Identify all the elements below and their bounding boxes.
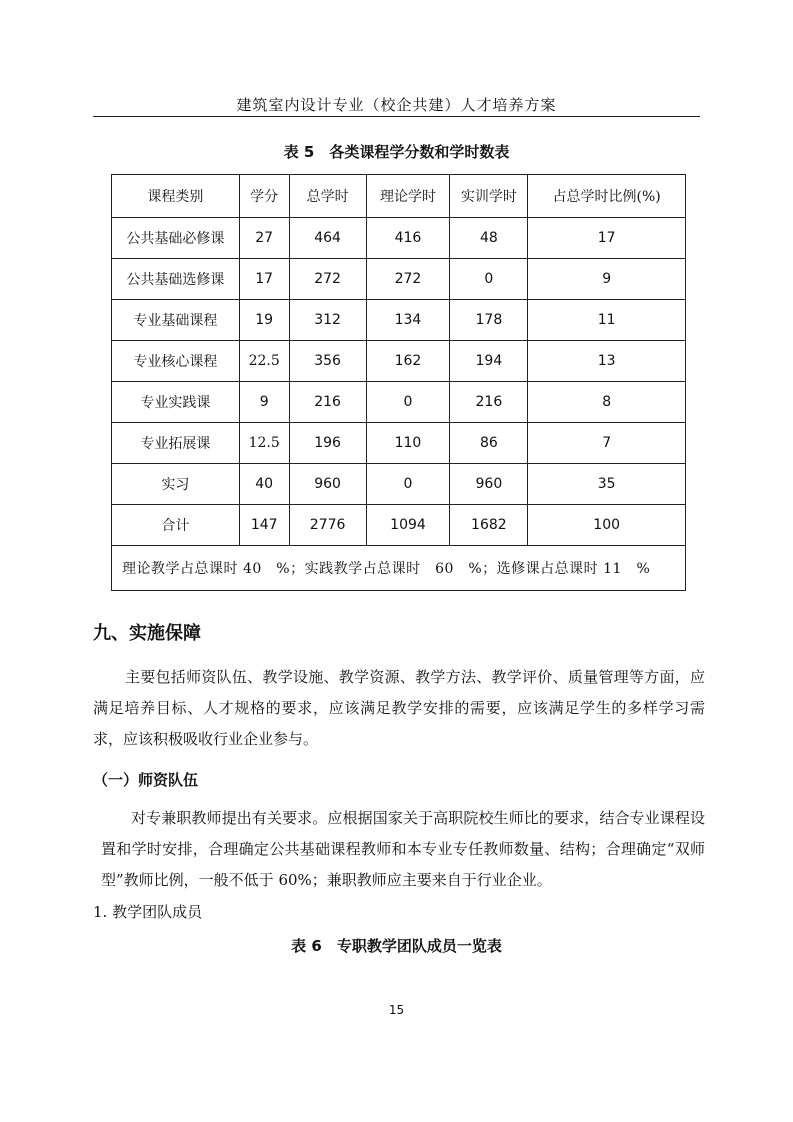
page-number: 15 (388, 1003, 405, 1017)
table6-title: 表 6 专职教学团队成员一览表 (291, 937, 502, 955)
table-row (112, 464, 686, 505)
percentage-cell: 17 (528, 218, 686, 259)
category-cell: 公共基础必修课 (112, 218, 240, 259)
practice-hours-cell: 1682 (450, 505, 528, 546)
theory-hours-cell: 0 (366, 464, 450, 505)
subsection-paragraph: 对专兼职教师提出有关要求。应根据国家关于高职院校生师比的要求，结合专业课程设置和学时安排，合理确定公共基础课程教师和本专业专任教师数量、结构；合理确定“双师型”教师比例，一般不低于 60%；兼职教师应主要来自于行业企业。 (101, 809, 705, 889)
percentage-cell: 9 (528, 259, 686, 300)
total-hours-cell: 356 (289, 341, 366, 382)
hours-ratio-summary: 理论教学占总课时 40 %；实践教学占总课时 60 %；选修课占总课时 11 % (112, 546, 686, 591)
table5-title: 表 5 各类课程学分数和学时数表 (283, 143, 510, 161)
percentage-cell: 13 (528, 341, 686, 382)
total-hours-cell: 464 (289, 218, 366, 259)
category-cell: 专业实践课 (112, 382, 240, 423)
column-header: 课程类别 (112, 175, 240, 218)
total-hours-cell: 272 (289, 259, 366, 300)
credits-cell: 17 (239, 259, 289, 300)
table-summary-row (112, 546, 686, 591)
theory-hours-cell: 272 (366, 259, 450, 300)
practice-hours-cell: 48 (450, 218, 528, 259)
theory-hours-cell: 416 (366, 218, 450, 259)
category-cell: 公共基础选修课 (112, 259, 240, 300)
theory-hours-cell: 0 (366, 382, 450, 423)
theory-hours-cell: 1094 (366, 505, 450, 546)
category-cell: 实习 (112, 464, 240, 505)
total-hours-cell: 196 (289, 423, 366, 464)
table-header-row (112, 175, 686, 218)
section-paragraph: 主要包括师资队伍、教学设施、教学资源、教学方法、教学评价、质量管理等方面，应满足培养目标、人才规格的要求，应该满足教学安排的需要，应该满足学生的多样学习需求，应该积极吸收行业企业参与。 (93, 668, 705, 748)
percentage-cell: 100 (528, 505, 686, 546)
total-hours-cell: 960 (289, 464, 366, 505)
practice-hours-cell: 0 (450, 259, 528, 300)
percentage-cell: 8 (528, 382, 686, 423)
credits-cell: 147 (239, 505, 289, 546)
page-header: 建筑室内设计专业（校企共建）人才培养方案 (236, 96, 557, 114)
category-cell: 专业拓展课 (112, 423, 240, 464)
total-hours-cell: 312 (289, 300, 366, 341)
credits-cell: 22.5 (239, 341, 289, 382)
percentage-cell: 35 (528, 464, 686, 505)
header-divider (93, 116, 700, 117)
table-row (112, 423, 686, 464)
practice-hours-cell: 86 (450, 423, 528, 464)
table-total-row (112, 505, 686, 546)
credits-cell: 12.5 (239, 423, 289, 464)
list-item: 1. 教学团队成员 (93, 903, 203, 921)
practice-hours-cell: 194 (450, 341, 528, 382)
column-header: 理论学时 (366, 175, 450, 218)
category-cell: 专业核心课程 (112, 341, 240, 382)
credits-cell: 19 (239, 300, 289, 341)
column-header: 实训学时 (450, 175, 528, 218)
category-cell: 合计 (112, 505, 240, 546)
section-heading: 九、实施保障 (93, 623, 201, 644)
theory-hours-cell: 134 (366, 300, 450, 341)
subsection-heading: （一）师资队伍 (93, 771, 199, 789)
column-header: 总学时 (289, 175, 366, 218)
column-header: 占总学时比例(%) (528, 175, 686, 218)
credits-cell: 27 (239, 218, 289, 259)
credits-hours-table (111, 174, 686, 591)
percentage-cell: 11 (528, 300, 686, 341)
percentage-cell: 7 (528, 423, 686, 464)
total-hours-cell: 216 (289, 382, 366, 423)
table-row (112, 382, 686, 423)
table-row (112, 341, 686, 382)
credits-cell: 40 (239, 464, 289, 505)
total-hours-cell: 2776 (289, 505, 366, 546)
theory-hours-cell: 162 (366, 341, 450, 382)
table-row (112, 218, 686, 259)
practice-hours-cell: 960 (450, 464, 528, 505)
table-row (112, 300, 686, 341)
theory-hours-cell: 110 (366, 423, 450, 464)
practice-hours-cell: 216 (450, 382, 528, 423)
table-row (112, 259, 686, 300)
column-header: 学分 (239, 175, 289, 218)
credits-cell: 9 (239, 382, 289, 423)
category-cell: 专业基础课程 (112, 300, 240, 341)
practice-hours-cell: 178 (450, 300, 528, 341)
